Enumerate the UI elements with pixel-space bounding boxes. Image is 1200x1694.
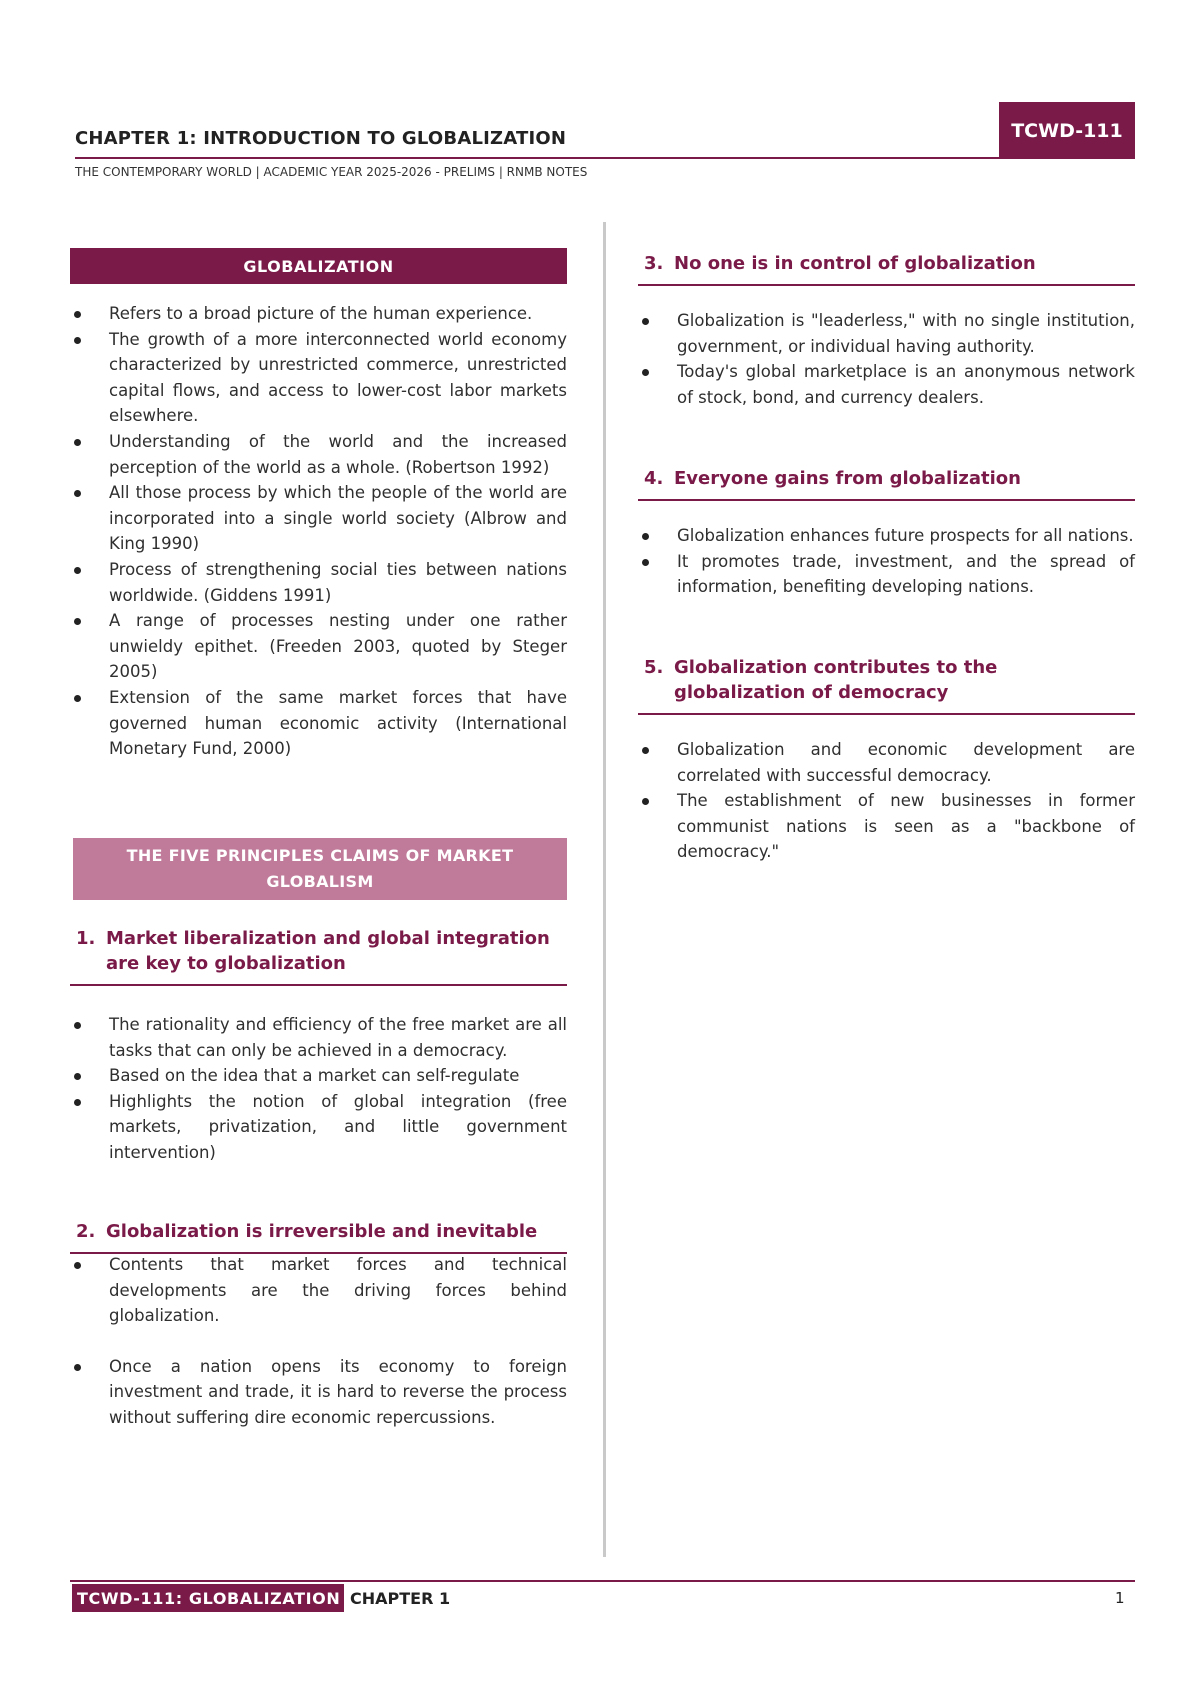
principle-2-list — [70, 1252, 567, 1431]
principle-3-list — [638, 308, 1135, 410]
bullet-icon — [642, 533, 649, 540]
list-item: Globalization and economic development are correlated with successful democracy. — [638, 737, 1135, 788]
principle-2-heading — [70, 1219, 567, 1254]
globalization-definitions-list — [70, 301, 567, 762]
principle-number: 3. — [644, 253, 664, 274]
bullet-icon — [74, 1262, 81, 1269]
footer-course-label: TCWD-111: GLOBALIZATION — [72, 1584, 344, 1612]
page-subtitle: THE CONTEMPORARY WORLD | ACADEMIC YEAR 2025-2026 - PRELIMS | RNMB NOTES — [75, 165, 588, 179]
list-item: Globalization is "leaderless," with no single institution, government, or individual having authority. — [638, 308, 1135, 359]
page-number: 1 — [1115, 1589, 1125, 1607]
principle-number: 2. — [76, 1221, 96, 1242]
principle-title: 3. No one is in control of globalization — [638, 251, 1135, 276]
bullet-icon — [74, 337, 81, 344]
header-rule — [75, 157, 1135, 159]
bullet-icon — [642, 798, 649, 805]
bullet-icon — [74, 1022, 81, 1029]
footer-chapter-label: CHAPTER 1 — [350, 1588, 451, 1608]
principle-title: 5. Globalization contributes to the globalization of democracy — [638, 655, 1135, 705]
bullet-icon — [642, 369, 649, 376]
list-item: The growth of a more interconnected world economy characterized by unrestricted commerce, unrestricted capital flows, and access to lower-cost labor markets elsewhere. — [70, 327, 567, 429]
list-item: The establishment of new businesses in former communist nations is seen as a "backbone of democracy." — [638, 788, 1135, 865]
principle-number: 5. — [644, 657, 664, 678]
principle-title: 4. Everyone gains from globalization — [638, 466, 1135, 491]
principle-4-heading — [638, 466, 1135, 501]
list-item: Based on the idea that a market can self-regulate — [70, 1063, 567, 1089]
course-badge: TCWD-111 — [999, 102, 1135, 159]
list-item: Understanding of the world and the increased perception of the world as a whole. (Robertson 1992) — [70, 429, 567, 480]
principle-number: 4. — [644, 468, 664, 489]
list-item: Once a nation opens its economy to foreign investment and trade, it is hard to reverse the process without suffering dire economic repercussions. — [70, 1354, 567, 1431]
list-item: A range of processes nesting under one rather unwieldy epithet. (Freeden 2003, quoted by Steger 2005) — [70, 608, 567, 685]
bullet-icon — [74, 490, 81, 497]
bullet-icon — [74, 439, 81, 446]
footer-rule — [70, 1580, 1135, 1582]
bullet-icon — [642, 318, 649, 325]
list-item: Contents that market forces and technical developments are the driving forces behind globalization. — [70, 1252, 567, 1329]
list-item: Globalization enhances future prospects for all nations. — [638, 523, 1135, 549]
list-item: Process of strengthening social ties between nations worldwide. (Giddens 1991) — [70, 557, 567, 608]
bullet-icon — [74, 311, 81, 318]
bullet-icon — [74, 1073, 81, 1080]
principle-1-list — [70, 1012, 567, 1166]
list-item: The rationality and efficiency of the free market are all tasks that can only be achieved in a democracy. — [70, 1012, 567, 1063]
list-item: It promotes trade, investment, and the spread of information, benefiting developing nations. — [638, 549, 1135, 600]
bullet-icon — [642, 747, 649, 754]
bullet-icon — [642, 559, 649, 566]
bullet-icon — [74, 1364, 81, 1371]
column-divider — [603, 222, 606, 1557]
chapter-title: CHAPTER 1: INTRODUCTION TO GLOBALIZATION — [75, 128, 567, 149]
list-item: Highlights the notion of global integration (free markets, privatization, and little government intervention) — [70, 1089, 567, 1166]
principle-5-heading — [638, 655, 1135, 715]
principle-4-list — [638, 523, 1135, 600]
bullet-icon — [74, 618, 81, 625]
principle-title: 1. Market liberalization and global integration are key to globalization — [70, 926, 567, 976]
bullet-icon — [74, 567, 81, 574]
list-item: Today's global marketplace is an anonymous network of stock, bond, and currency dealers. — [638, 359, 1135, 410]
bullet-icon — [74, 1099, 81, 1106]
principle-number: 1. — [76, 928, 96, 949]
list-item: Refers to a broad picture of the human experience. — [70, 301, 567, 327]
principle-3-heading — [638, 251, 1135, 286]
globalization-heading: GLOBALIZATION — [70, 248, 567, 284]
principle-1-heading — [70, 926, 567, 986]
principles-heading: THE FIVE PRINCIPLES CLAIMS OF MARKET GLOBALISM — [73, 838, 567, 900]
bullet-icon — [74, 695, 81, 702]
principle-5-list — [638, 737, 1135, 865]
list-item: Extension of the same market forces that have governed human economic activity (International Monetary Fund, 2000) — [70, 685, 567, 762]
principle-title: 2. Globalization is irreversible and inevitable — [70, 1219, 567, 1244]
list-item: All those process by which the people of the world are incorporated into a single world society (Albrow and King 1990) — [70, 480, 567, 557]
